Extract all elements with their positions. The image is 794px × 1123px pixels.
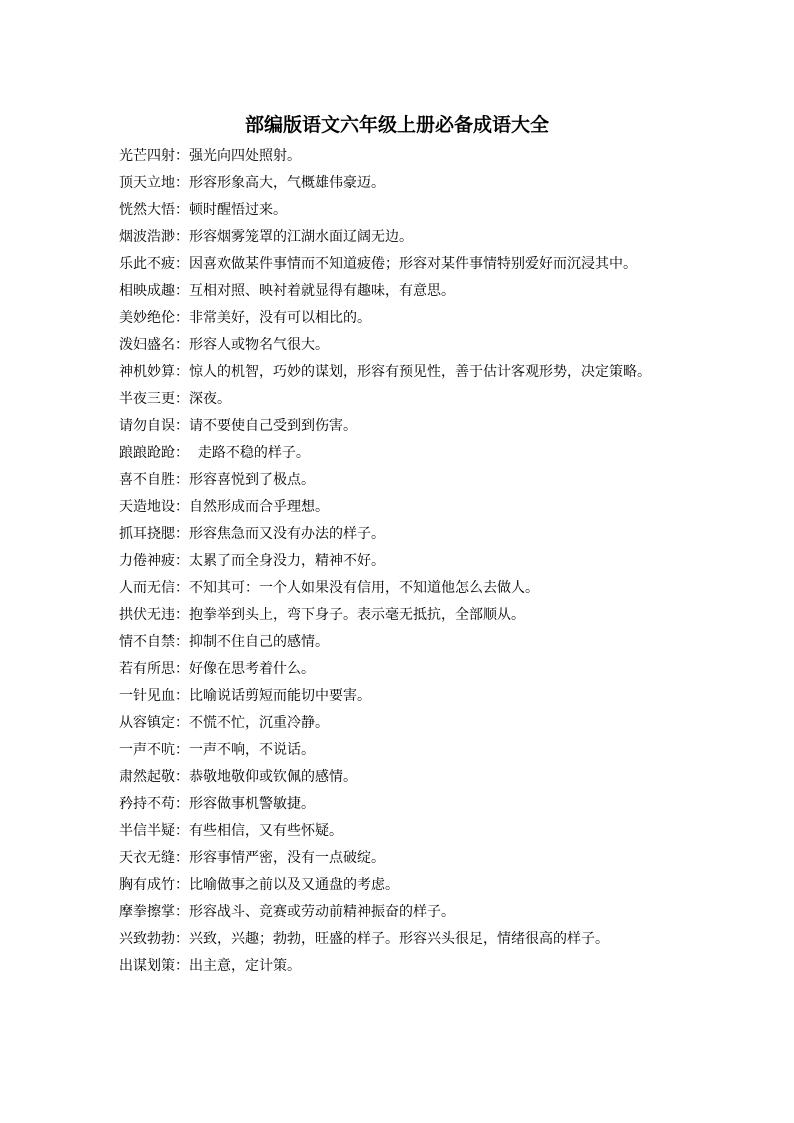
idiom-definition: 深夜。 [189,391,231,407]
idiom-separator: ： [175,364,189,380]
idiom-term: 半夜三更 [119,391,175,407]
idiom-term: 拱伏无违 [119,607,175,623]
idiom-definition: 不慌不忙，沉重冷静。 [189,715,329,731]
idiom-separator: ： [175,850,189,866]
idiom-entry [119,228,677,247]
idiom-entry [119,174,677,193]
idiom-term: 肃然起敬 [119,769,175,785]
idiom-term: 请勿自误 [119,418,175,434]
idiom-term: 若有所思 [119,661,175,677]
idiom-term: 天衣无缝 [119,850,175,866]
idiom-entry [119,714,677,733]
idiom-definition: 形容战斗、竞赛或劳动前精神振奋的样子。 [189,904,455,920]
idiom-entry [119,552,677,571]
document-title: 部编版语文六年级上册必备成语大全 [244,114,549,136]
idiom-entry [119,741,677,760]
idiom-separator: ： [175,202,189,218]
idiom-definition: 强光向四处照射。 [189,148,301,164]
idiom-definition: 形容事情严密，没有一点破绽。 [189,850,385,866]
idiom-definition: 非常美好，没有可以相比的。 [189,310,371,326]
idiom-separator: ： [175,904,189,920]
idiom-term: 美妙绝伦 [119,310,175,326]
idiom-separator: ： [175,769,189,785]
idiom-entry [119,606,677,625]
idiom-term: 天造地设 [119,499,175,515]
idiom-entry [119,768,677,787]
idiom-definition: 一声不响，不说话。 [189,742,315,758]
idiom-separator: ： [175,958,189,974]
idiom-separator: ： [175,418,189,434]
idiom-separator: ： [175,229,189,245]
idiom-entry [119,849,677,868]
idiom-definition: 抑制不住自己的感情。 [189,634,329,650]
idiom-entry [119,390,677,409]
idiom-term: 力倦神疲 [119,553,175,569]
idiom-definition: 走路不稳的样子。 [189,445,310,461]
idiom-definition: 形容焦急而又没有办法的样子。 [189,526,385,542]
idiom-term: 情不自禁 [119,634,175,650]
idiom-separator: ： [175,742,189,758]
idiom-definition: 抱拳举到头上，弯下身子。表示毫无抵抗，全部顺从。 [189,607,525,623]
idiom-definition: 好像在思考着什么。 [189,661,315,677]
idiom-separator: ： [175,796,189,812]
idiom-definition: 比喻说话剪短而能切中要害。 [189,688,371,704]
idiom-definition: 兴致，兴趣；勃勃，旺盛的样子。形容兴头很足，情绪很高的样子。 [189,931,609,947]
idiom-definition: 惊人的机智，巧妙的谋划，形容有预见性，善于估计客观形势，决定策略。 [189,364,651,380]
idiom-separator: ： [175,256,189,272]
idiom-separator: ： [175,823,189,839]
idiom-entry [119,471,677,490]
idiom-entry [119,579,677,598]
idiom-entry [119,660,677,679]
idiom-definition: 因喜欢做某件事情而不知道疲倦；形容对某件事情特别爱好而沉浸其中。 [189,256,637,272]
idiom-separator: ： [175,310,189,326]
idiom-separator: ： [175,634,189,650]
idiom-definition: 形容人或物名气很大。 [189,337,329,353]
idiom-entry [119,201,677,220]
idiom-term: 乐此不疲 [119,256,175,272]
idiom-entry [119,957,677,976]
idiom-entry [119,795,677,814]
idiom-entry [119,336,677,355]
idiom-definition: 自然形成而合乎理想。 [189,499,329,515]
idiom-term: 烟波浩渺 [119,229,175,245]
idiom-separator: ： [175,661,189,677]
idiom-entry [119,822,677,841]
idiom-entry [119,903,677,922]
idiom-separator: ： [175,337,189,353]
idiom-separator: ： [175,472,189,488]
idiom-definition: 形容喜悦到了极点。 [189,472,315,488]
idiom-entry [119,930,677,949]
idiom-term: 一声不吭 [119,742,175,758]
idiom-term: 踉踉跄跄 [119,445,175,461]
idiom-term: 人而无信 [119,580,175,596]
idiom-separator: ： [175,391,189,407]
idiom-entry [119,417,677,436]
idiom-separator: ： [175,715,189,731]
idiom-list [119,147,677,984]
idiom-separator: ： [175,175,189,191]
idiom-term: 神机妙算 [119,364,175,380]
idiom-definition: 不知其可：一个人如果没有信用，不知道他怎么去做人。 [189,580,539,596]
idiom-definition: 顿时醒悟过来。 [189,202,287,218]
idiom-separator: ： [175,931,189,947]
idiom-definition: 恭敬地敬仰或钦佩的感情。 [189,769,357,785]
idiom-separator: ： [175,499,189,515]
idiom-separator: ： [175,553,189,569]
idiom-entry [119,633,677,652]
idiom-separator: ： [175,877,189,893]
idiom-entry [119,525,677,544]
idiom-separator: ： [175,148,189,164]
idiom-term: 从容镇定 [119,715,175,731]
idiom-separator: ： [175,580,189,596]
idiom-definition: 形容形象高大，气概雄伟豪迈。 [189,175,385,191]
idiom-definition: 出主意，定计策。 [189,958,301,974]
idiom-term: 喜不自胜 [119,472,175,488]
idiom-separator: ： [175,445,189,461]
idiom-separator: ： [175,688,189,704]
idiom-entry [119,876,677,895]
idiom-term: 矜持不苟 [119,796,175,812]
idiom-term: 泼妇盛名 [119,337,175,353]
idiom-entry [119,363,677,382]
idiom-definition: 形容烟雾笼罩的江湖水面辽阔无边。 [189,229,413,245]
idiom-entry [119,255,677,274]
idiom-entry [119,498,677,517]
idiom-definition: 有些相信，又有些怀疑。 [189,823,343,839]
idiom-term: 出谋划策 [119,958,175,974]
idiom-separator: ： [175,283,189,299]
idiom-definition: 请不要使自己受到到伤害。 [189,418,357,434]
idiom-entry [119,282,677,301]
idiom-term: 光芒四射 [119,148,175,164]
idiom-definition: 太累了而全身没力，精神不好。 [189,553,385,569]
idiom-entry [119,444,677,463]
idiom-term: 相映成趣 [119,283,175,299]
idiom-entry [119,687,677,706]
idiom-term: 抓耳挠腮 [119,526,175,542]
idiom-definition: 比喻做事之前以及又通盘的考虑。 [189,877,399,893]
idiom-term: 胸有成竹 [119,877,175,893]
idiom-entry [119,147,677,166]
idiom-definition: 互相对照、映衬着就显得有趣味，有意思。 [189,283,455,299]
idiom-term: 顶天立地 [119,175,175,191]
idiom-term: 摩拳擦掌 [119,904,175,920]
idiom-separator: ： [175,607,189,623]
idiom-separator: ： [175,526,189,542]
idiom-term: 兴致勃勃 [119,931,175,947]
idiom-definition: 形容做事机警敏捷。 [189,796,315,812]
idiom-term: 一针见血 [119,688,175,704]
idiom-term: 恍然大悟 [119,202,175,218]
idiom-term: 半信半疑 [119,823,175,839]
idiom-entry [119,309,677,328]
